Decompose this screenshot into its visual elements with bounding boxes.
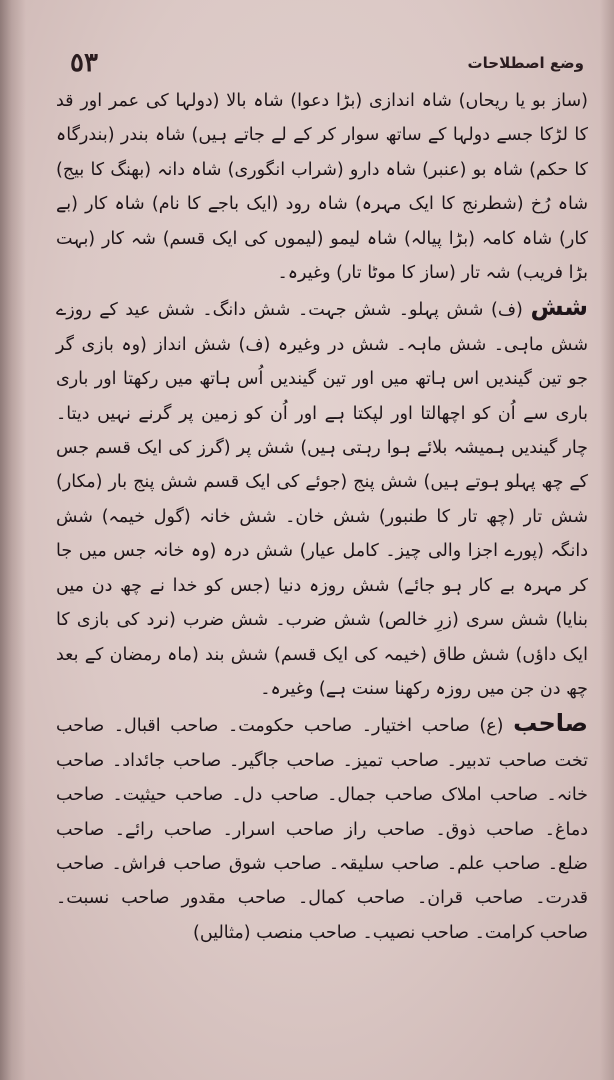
paragraph-shash	[56, 290, 588, 706]
page-text	[56, 84, 588, 980]
paragraph-text: (ع) صاحب اختیار۔ صاحب حکومت۔ صاحب اقبال۔ صاحب تخت صاحب تدبیر۔ صاحب تمیز۔ صاحب جاگیر۔ صاحب جائداد۔ صاحب خانہ۔ صاحب املاک صاحب جمال۔ صاحب دل۔ صاحب حیثیت۔ صاحب دماغ۔ صاحب ذوق۔ صاحب راز صاحب اسرار۔ صاحب رائے۔ صاحب ضلع۔ صاحب علم۔ صاحب سلیقہ۔ صاحب شوق صاحب فراش۔ صاحب قدرت۔ صاحب قران۔ صاحب کمال۔ صاحب مقدور صاحب نسبت۔ صاحب کرامت۔ صاحب نصیب۔ صاحب منصب (مثالیں)	[56, 716, 588, 943]
entry-headword: شش	[530, 293, 588, 322]
paragraph-shah	[56, 84, 588, 290]
paragraph-text: (ف) شش پہلو۔ شش جہت۔ شش دانگ۔ شش عید کے روزے شش ماہی۔ شش ماہہ۔ شش در وغیرہ (ف) شش انداز (وہ بازی گر جو تین گیندیں اس ہاتھ میں اور تین گیندیں اُس ہاتھ میں رکھتا اور باری باری سے اُن کو اچھالتا اور لپکتا ہے اور اُن کو زمین پر گرنے نہیں دیتا۔ چار گیندیں ہمیشہ بلائے ہوا رہتی ہیں) شش پر (گرز کی ایک قسم جس کے چھ پہلو ہوتے ہیں) شش پنج (جوئے کی ایک قسم شش پنج بار (مکار) شش تار (چھ تار کا طنبور) شش خان۔ شش خانہ (گول خیمہ) شش دانگہ (پورے اجزا والی چیز۔ کامل عیار) شش درہ (وہ خانہ جس میں جا کر مہرہ بے کار ہو جائے) شش روزہ دنیا (جس کو خدا نے چھ دن میں بنایا) شش سری (زرِ خالص) شش ضرب۔ شش ضرب (نرد کی بازی کا ایک داؤں) شش طاق (خیمہ کی ایک قسم) شش بند (ماہ رمضان کے بعد چھ دن جن میں روزہ رکھنا سنت ہے) وغیرہ۔	[56, 300, 588, 699]
page-number: ٥٣	[70, 48, 98, 78]
paragraph-sahib	[56, 706, 588, 950]
running-title: وضع اصطلاحات	[467, 54, 584, 72]
entry-headword: صاحب	[513, 709, 588, 738]
page-header	[70, 48, 584, 82]
paragraph-text: (ساز بو یا ریحاں) شاہ اندازی (بڑا دعوا) شاہ بالا (دولہا کی عمر اور قد کا لڑکا جسے دولہا کے ساتھ سوار کر کے لے جاتے ہیں) شاہ بندر (بندرگاہ کا حکم) شاہ بو (عنبر) شاہ دارو (شراب انگوری) شاہ دانہ (بھنگ کا بیج) شاہ رُخ (شطرنج کا ایک مہرہ) شاہ رود (ایک باجے کا نام) شاہ کار (بے کار) شاہ کامہ (بڑا پیالہ) شاہ لیمو (لیموں کی ایک قسم) شہ کار (بہت بڑا فریب) شہ تار (ساز کا موٹا تار) وغیرہ۔	[56, 91, 588, 284]
